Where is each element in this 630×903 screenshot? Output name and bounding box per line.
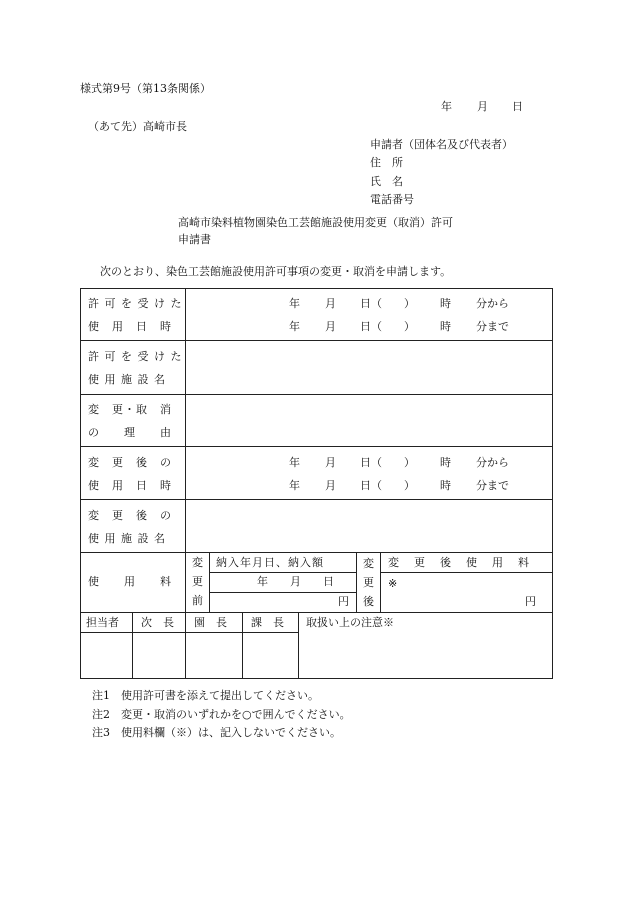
permitted-facility-label-1: 許 可 を 受 け た <box>88 350 183 363</box>
changed-start-month[interactable]: 月 <box>325 456 336 469</box>
after-change-3: 後 <box>363 595 374 608</box>
staff-header-director: 園 長 <box>194 616 227 629</box>
new-fee-mark: ※ <box>388 577 398 590</box>
addressee: （あて先）高崎市長 <box>88 120 187 133</box>
date-day: 日 <box>512 100 523 113</box>
after-change-1: 変 <box>363 557 374 570</box>
applicant-heading: 申請者（団体名及び代表者） <box>370 138 513 151</box>
permitted-end-until[interactable]: 分まで <box>476 320 509 333</box>
reason-label-1: 変 更・取 消 <box>88 403 172 416</box>
permitted-end-hour[interactable]: 時 <box>440 320 451 333</box>
permitted-end-year[interactable]: 年 <box>289 320 300 333</box>
before-change-3: 前 <box>192 594 203 607</box>
note-1: 注1 使用許可書を添えて提出してください。 <box>92 689 319 702</box>
before-change-1: 変 <box>192 556 203 569</box>
changed-start-year[interactable]: 年 <box>289 456 300 469</box>
handling-notes-header: 取扱い上の注意※ <box>306 616 394 629</box>
date-month: 月 <box>477 100 488 113</box>
new-fee-header: 変 更 後 使 用 料 <box>388 556 531 569</box>
document-title-line1: 高崎市染料植物園染色工芸館施設使用変更（取消）許可 <box>178 216 453 229</box>
changed-end-year[interactable]: 年 <box>289 479 300 492</box>
permitted-start-year[interactable]: 年 <box>289 297 300 310</box>
intro-text: 次のとおり、染色工芸館施設使用許可事項の変更・取消を申請します。 <box>100 265 452 278</box>
note-2: 注2 変更・取消のいずれかを○で囲んでください。 <box>92 708 351 721</box>
permitted-start-hour[interactable]: 時 <box>440 297 451 310</box>
changed-end-month[interactable]: 月 <box>325 479 336 492</box>
payment-date[interactable]: 年 月 日 <box>257 575 334 588</box>
changed-start-hour[interactable]: 時 <box>440 456 451 469</box>
after-change-2: 更 <box>363 576 374 589</box>
staff-header-section-chief: 課 長 <box>251 616 284 629</box>
fee-label: 使 用 料 <box>88 575 172 588</box>
staff-header-person: 担当者 <box>86 616 119 629</box>
applicant-name: 氏 名 <box>370 175 403 188</box>
document-title-line2: 申請書 <box>178 233 211 246</box>
permitted-datetime-label-2: 使 用 日 時 <box>88 320 172 333</box>
permitted-start-month[interactable]: 月 <box>325 297 336 310</box>
date-year: 年 <box>441 100 452 113</box>
payment-yen[interactable]: 円 <box>338 595 349 608</box>
changed-datetime-label-2: 使 用 日 時 <box>88 479 172 492</box>
before-change-2: 更 <box>192 575 203 588</box>
changed-datetime-label-1: 変 更 後 の <box>88 456 172 469</box>
payment-header: 納入年月日、納入額 <box>216 556 324 569</box>
changed-end-until[interactable]: 分まで <box>476 479 509 492</box>
permitted-start-from[interactable]: 分から <box>476 297 509 310</box>
staff-header-deputy: 次 長 <box>141 616 174 629</box>
changed-end-hour[interactable]: 時 <box>440 479 451 492</box>
permitted-end-day[interactable]: 日（ ） <box>360 320 415 333</box>
new-fee-yen[interactable]: 円 <box>525 595 536 608</box>
reason-label-2: の 理 由 <box>88 426 172 439</box>
changed-start-day[interactable]: 日（ ） <box>360 456 415 469</box>
changed-facility-label-2: 使 用 施 設 名 <box>88 532 166 545</box>
changed-start-from[interactable]: 分から <box>476 456 509 469</box>
changed-facility-label-1: 変 更 後 の <box>88 509 172 522</box>
form-number: 様式第9号（第13条関係） <box>80 82 211 95</box>
applicant-address: 住 所 <box>370 156 403 169</box>
permitted-start-day[interactable]: 日（ ） <box>360 297 415 310</box>
changed-end-day[interactable]: 日（ ） <box>360 479 415 492</box>
note-3: 注3 使用料欄（※）は、記入しないでください。 <box>92 726 341 739</box>
permitted-facility-label-2: 使 用 施 設 名 <box>88 373 166 386</box>
applicant-phone: 電話番号 <box>370 193 414 206</box>
permitted-datetime-label-1: 許 可 を 受 け た <box>88 297 183 310</box>
permitted-end-month[interactable]: 月 <box>325 320 336 333</box>
